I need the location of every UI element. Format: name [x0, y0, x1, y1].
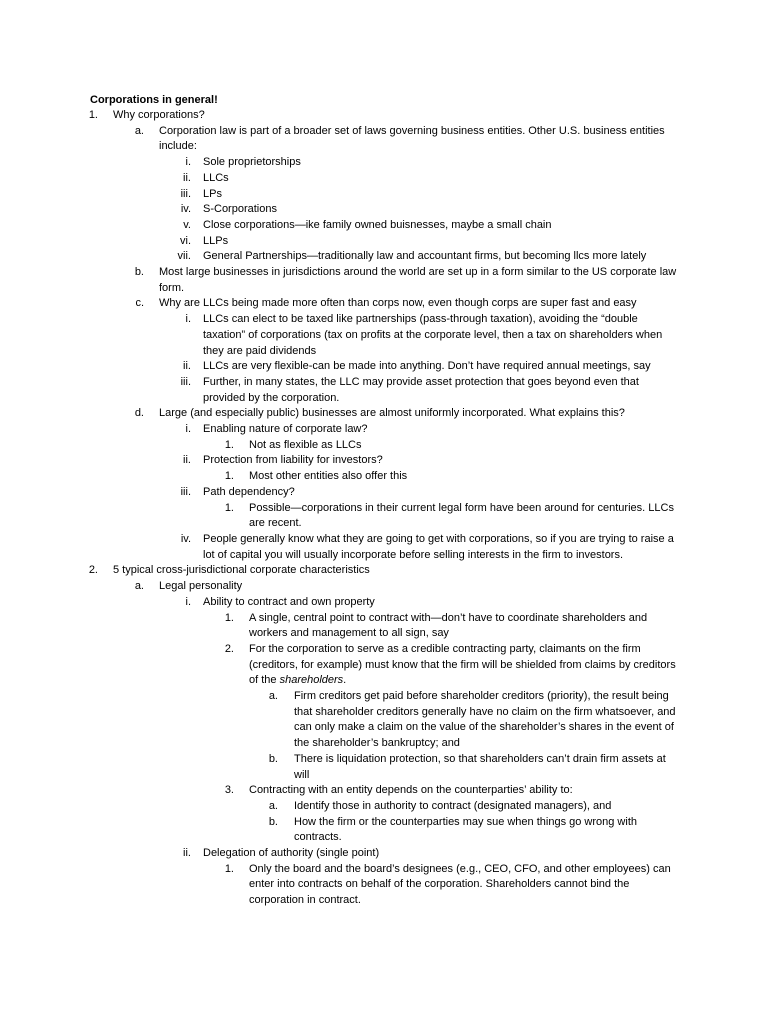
list-item-text: 5 typical cross-jurisdictional corporate characteristics	[113, 564, 370, 577]
list-marker: iv.	[180, 203, 191, 216]
list-item-text: Possible—corporations in their current legal form have been around for centuries. LLCs are recent.	[249, 501, 674, 530]
list-marker: 1.	[224, 501, 234, 514]
list-item-text: There is liquidation protection, so that shareholders can’t drain firm assets at will	[294, 752, 666, 781]
outline-item-level-3	[0, 595, 768, 611]
list-item-text: Most large businesses in jurisdictions around the world are set up in a form similar to the US corporate law form.	[159, 266, 677, 294]
outline-item-level-5	[0, 815, 768, 846]
outline-item-level-3	[0, 218, 768, 234]
document-page	[0, 92, 768, 909]
list-item-text: Path dependency?	[203, 485, 295, 498]
outline-item-level-2	[0, 296, 768, 312]
list-item-text: LPs	[203, 187, 222, 200]
list-item-text: Most other entities also offer this	[249, 470, 408, 483]
outline-item-level-4	[0, 862, 768, 909]
outline-item-level-4	[0, 469, 768, 485]
list-marker: ii.	[183, 847, 191, 860]
outline-item-level-3	[0, 453, 768, 469]
outline-item-level-3	[0, 234, 768, 250]
outline-item-level-3	[0, 312, 768, 359]
list-item-text: Close corporations—ike family owned buisnesses, maybe a small chain	[203, 218, 552, 231]
list-marker: iii.	[180, 485, 191, 498]
outline-item-level-5	[0, 752, 768, 783]
list-marker: c.	[135, 297, 144, 310]
outline-item-level-3	[0, 485, 768, 501]
list-item-text: People generally know what they are going to get with corporations, so if you are trying to raise a lot of capital you will usually incorporate before selling interests in the firm to investors.	[203, 532, 674, 561]
outline-item-level-3	[0, 249, 768, 265]
outline-item-level-3	[0, 171, 768, 187]
list-marker: i.	[185, 423, 191, 436]
outline-item-level-3	[0, 155, 768, 171]
list-marker: ii.	[183, 360, 191, 373]
list-item-text: LLPs	[203, 234, 229, 247]
list-marker: 1.	[224, 470, 234, 483]
list-item-text: Large (and especially public) businesses are almost uniformly incorporated. What explains this?	[159, 407, 625, 420]
outline-item-level-1	[0, 108, 768, 124]
outline-item-level-1	[0, 563, 768, 579]
outline-item-level-3	[0, 202, 768, 218]
outline-list	[0, 108, 768, 909]
list-marker: v.	[183, 218, 191, 231]
list-marker: b.	[268, 815, 278, 828]
outline-item-level-4	[0, 783, 768, 799]
list-marker: 3.	[224, 784, 234, 797]
list-item-text: Only the board and the board’s designees (e.g., CEO, CFO, and other employees) can enter into contracts on behalf of the corporation. Shareholders cannot bind the corporation in contract.	[249, 862, 671, 907]
outline-item-level-4	[0, 642, 768, 689]
list-item-text: Identify those in authority to contract (designated managers), and	[294, 799, 612, 812]
outline-item-level-5	[0, 689, 768, 752]
outline-item-level-3	[0, 375, 768, 406]
list-item-text: Contracting with an entity depends on the counterparties’ ability to:	[249, 784, 573, 797]
list-item-text: LLCs	[203, 171, 229, 184]
list-item-text: S-Corporations	[203, 203, 277, 216]
list-item-text: Sole proprietorships	[203, 156, 301, 169]
list-item-text: LLCs can elect to be taxed like partnerships (pass-through taxation), avoiding the “double taxation” of corporations (tax on profits at the corporate level, then a tax on shareholders when they are paid dividends	[203, 313, 663, 357]
list-marker: vi.	[180, 234, 191, 247]
outline-item-level-2	[0, 265, 768, 296]
outline-item-level-4	[0, 611, 768, 642]
list-item-text: Ability to contract and own property	[203, 595, 375, 608]
list-marker: ii.	[183, 171, 191, 184]
list-item-text: How the firm or the counterparties may sue when things go wrong with contracts.	[294, 815, 637, 844]
list-marker: iii.	[180, 375, 191, 388]
outline-item-level-3	[0, 532, 768, 563]
list-item-text: For the corporation to serve as a credible contracting party, claimants on the firm (creditors, for example) must know that the firm will be shielded from claims by creditors of the shareholders.	[249, 642, 676, 687]
outline-item-level-5	[0, 799, 768, 815]
list-item-text: Corporation law is part of a broader set of laws governing business entities. Other U.S. business entities include:	[159, 124, 665, 153]
list-marker: 2.	[88, 564, 98, 577]
list-item-text: A single, central point to contract with—don’t have to coordinate shareholders and workers and management to all sign, say	[249, 611, 648, 640]
outline-item-level-3	[0, 846, 768, 862]
emphasized-text: shareholders	[279, 674, 344, 687]
list-item-text: Protection from liability for investors?	[203, 454, 383, 467]
list-marker: a.	[268, 799, 278, 812]
list-marker: b.	[134, 266, 144, 279]
list-marker: iv.	[180, 532, 191, 545]
list-marker: i.	[185, 313, 191, 326]
list-marker: vii.	[177, 250, 191, 263]
list-item-text: Why are LLCs being made more often than corps now, even though corps are super fast and easy	[159, 297, 637, 310]
list-marker: ii.	[183, 454, 191, 467]
outline-item-level-3	[0, 422, 768, 438]
list-marker: a.	[134, 124, 144, 137]
list-marker: iii.	[180, 187, 191, 200]
list-marker: d.	[134, 407, 144, 420]
list-item-text: Further, in many states, the LLC may provide asset protection that goes beyond even that provided by the corporation.	[203, 375, 639, 404]
document-title: Corporations in general!	[90, 94, 218, 106]
outline-item-level-2	[0, 579, 768, 595]
outline-item-level-4	[0, 438, 768, 454]
list-marker: i.	[185, 595, 191, 608]
list-marker: 1.	[224, 611, 234, 624]
list-marker: a.	[268, 690, 278, 703]
outline-item-level-2	[0, 124, 768, 155]
list-item-text: Not as flexible as LLCs	[249, 438, 362, 451]
list-item-text: Firm creditors get paid before shareholder creditors (priority), the result being that shareholder creditors generally have no claim on the firm whatsoever, and can only make a claim on the value of the shareholder’s shares in the event of the shareholder’s bankruptcy; and	[294, 690, 676, 750]
list-item-text: Delegation of authority (single point)	[203, 847, 380, 860]
list-marker: 1.	[224, 438, 234, 451]
outline-item-level-3	[0, 187, 768, 203]
list-marker: i.	[185, 156, 191, 169]
list-marker: 1.	[224, 862, 234, 875]
list-item-text: General Partnerships—traditionally law and accountant firms, but becoming llcs more lately	[203, 250, 647, 263]
list-item-text: LLCs are very flexible-can be made into anything. Don’t have required annual meetings, say	[203, 360, 651, 373]
outline-item-level-2	[0, 406, 768, 422]
outline-item-level-4	[0, 501, 768, 532]
list-marker: b.	[268, 752, 278, 765]
list-marker: a.	[134, 580, 144, 593]
list-item-text: Enabling nature of corporate law?	[203, 423, 368, 436]
list-item-text: Why corporations?	[113, 109, 205, 121]
outline-item-level-3	[0, 359, 768, 375]
list-item-text: Legal personality	[159, 580, 243, 593]
list-marker: 1.	[88, 109, 98, 121]
list-marker: 2.	[224, 642, 234, 655]
